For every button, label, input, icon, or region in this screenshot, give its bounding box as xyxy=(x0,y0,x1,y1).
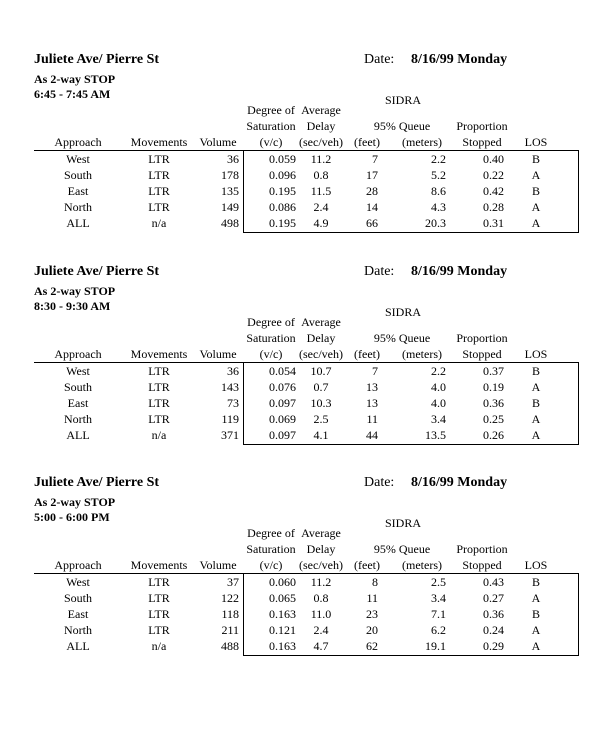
cell-prop: 0.43 xyxy=(483,575,504,589)
los-header: LOS xyxy=(524,347,548,361)
cell-movements: LTR xyxy=(148,364,170,378)
cell-q-feet: 7 xyxy=(372,364,378,378)
cell-approach: East xyxy=(67,607,89,621)
cell-movements: n/a xyxy=(151,639,167,653)
cell-volume: 488 xyxy=(221,639,239,653)
cell-approach: South xyxy=(63,168,92,182)
proportion-header-2: Stopped xyxy=(462,135,502,149)
table-row xyxy=(0,364,600,380)
cell-dos: 0.097 xyxy=(269,396,296,410)
cell-prop: 0.40 xyxy=(483,152,504,166)
delay-header-2: Delay xyxy=(306,119,336,133)
intersection-title: Juliete Ave/ Pierre St xyxy=(34,52,160,67)
cell-los: B xyxy=(531,184,540,198)
cell-volume: 73 xyxy=(227,396,239,410)
intersection-title: Juliete Ave/ Pierre St xyxy=(34,475,160,490)
cell-q-meters: 2.5 xyxy=(431,575,446,589)
movements-header: Movements xyxy=(130,347,188,361)
cell-movements: LTR xyxy=(148,200,170,214)
cell-dos: 0.163 xyxy=(269,607,296,621)
cell-volume: 149 xyxy=(221,200,239,214)
cell-dos: 0.195 xyxy=(269,184,296,198)
cell-prop: 0.24 xyxy=(483,623,504,637)
cell-q-meters: 19.1 xyxy=(425,639,446,653)
cell-delay: 4.7 xyxy=(313,639,329,653)
cell-approach: ALL xyxy=(66,639,90,653)
cell-prop: 0.42 xyxy=(483,184,504,198)
cell-approach: ALL xyxy=(66,216,90,230)
cell-approach: West xyxy=(66,575,90,589)
table-row xyxy=(0,396,600,412)
cell-dos: 0.060 xyxy=(269,575,296,589)
cell-delay: 0.7 xyxy=(313,380,329,394)
queue-header: 95% Queue xyxy=(373,119,431,133)
cell-los: A xyxy=(531,200,541,214)
table-row xyxy=(0,184,600,200)
cell-los: B xyxy=(531,575,540,589)
cell-approach: ALL xyxy=(66,428,90,442)
cell-los: A xyxy=(531,639,541,653)
cell-delay: 2.4 xyxy=(313,623,329,637)
delay-header-2: Delay xyxy=(306,331,336,345)
date-label: Date: xyxy=(364,52,395,67)
cell-dos: 0.195 xyxy=(269,216,296,230)
cell-q-meters: 5.2 xyxy=(431,168,446,182)
cell-volume: 371 xyxy=(221,428,239,442)
cell-delay: 10.7 xyxy=(310,364,332,378)
table-row xyxy=(0,591,600,607)
movements-header: Movements xyxy=(130,558,188,572)
analysis-method: SIDRA xyxy=(385,516,422,530)
table-row xyxy=(0,412,600,428)
queue-meters-header: (meters) xyxy=(402,347,442,361)
los-header: LOS xyxy=(524,558,548,572)
cell-movements: LTR xyxy=(148,591,170,605)
cell-los: A xyxy=(531,216,541,230)
cell-q-feet: 8 xyxy=(372,575,378,589)
cell-dos: 0.065 xyxy=(269,591,296,605)
queue-meters-header: (meters) xyxy=(402,558,442,572)
cell-dos: 0.054 xyxy=(269,364,296,378)
cell-q-meters: 3.4 xyxy=(431,591,446,605)
volume-header: Volume xyxy=(199,558,237,572)
cell-delay: 10.3 xyxy=(310,396,332,410)
proportion-header-1: Proportion xyxy=(456,542,508,556)
volume-header: Volume xyxy=(199,135,237,149)
table-row xyxy=(0,575,600,591)
table-row xyxy=(0,607,600,623)
cell-los: B xyxy=(531,396,540,410)
cell-dos: 0.086 xyxy=(269,200,296,214)
cell-q-meters: 4.0 xyxy=(431,380,446,394)
cell-volume: 211 xyxy=(221,623,239,637)
delay-header-1: Average xyxy=(301,103,341,117)
cell-movements: LTR xyxy=(148,623,170,637)
dos-header-1: Degree of xyxy=(247,103,295,117)
cell-approach: East xyxy=(67,184,89,198)
queue-header: 95% Queue xyxy=(373,542,431,556)
cell-q-feet: 11 xyxy=(366,412,378,426)
cell-volume: 36 xyxy=(227,364,239,378)
cell-movements: LTR xyxy=(148,184,170,198)
cell-delay: 11.5 xyxy=(310,184,332,198)
queue-feet-header: (feet) xyxy=(354,347,380,361)
table-row xyxy=(0,428,600,444)
approach-header: Approach xyxy=(54,347,102,361)
date-label: Date: xyxy=(364,264,395,279)
cell-q-meters: 3.4 xyxy=(431,412,446,426)
cell-prop: 0.36 xyxy=(483,607,504,621)
cell-volume: 178 xyxy=(221,168,239,182)
intersection-section xyxy=(0,264,600,454)
cell-q-meters: 7.1 xyxy=(431,607,446,621)
time-period: 6:45 - 7:45 AM xyxy=(34,87,111,101)
cell-prop: 0.27 xyxy=(483,591,504,605)
volume-header: Volume xyxy=(199,347,237,361)
cell-delay: 4.1 xyxy=(313,428,329,442)
delay-header-3: (sec/veh) xyxy=(299,347,343,361)
cell-movements: LTR xyxy=(148,152,170,166)
table-row xyxy=(0,200,600,216)
intersection-section xyxy=(0,52,600,242)
table-row xyxy=(0,152,600,168)
table-row xyxy=(0,380,600,396)
cell-q-feet: 13 xyxy=(366,380,378,394)
cell-volume: 37 xyxy=(227,575,239,589)
cell-delay: 4.9 xyxy=(313,216,329,230)
cell-approach: South xyxy=(63,591,92,605)
cell-movements: LTR xyxy=(148,380,170,394)
cell-dos: 0.096 xyxy=(269,168,296,182)
intersection-section xyxy=(0,475,600,665)
cell-volume: 135 xyxy=(221,184,239,198)
cell-prop: 0.22 xyxy=(483,168,504,182)
cell-approach: North xyxy=(64,623,92,637)
cell-q-meters: 8.6 xyxy=(431,184,446,198)
cell-movements: LTR xyxy=(148,168,170,182)
cell-q-feet: 17 xyxy=(366,168,378,182)
time-period: 8:30 - 9:30 AM xyxy=(34,299,111,313)
dos-header-1: Degree of xyxy=(247,315,295,329)
delay-header-3: (sec/veh) xyxy=(299,558,343,572)
cell-delay: 0.8 xyxy=(313,591,329,605)
cell-q-meters: 4.0 xyxy=(431,396,446,410)
cell-movements: LTR xyxy=(148,412,170,426)
cell-movements: n/a xyxy=(151,216,167,230)
proportion-header-1: Proportion xyxy=(456,119,508,133)
table-row xyxy=(0,623,600,639)
cell-q-feet: 62 xyxy=(366,639,378,653)
cell-dos: 0.163 xyxy=(269,639,296,653)
cell-q-meters: 6.2 xyxy=(431,623,446,637)
dos-header-2: Saturation xyxy=(246,331,296,345)
cell-approach: North xyxy=(64,412,92,426)
cell-delay: 11.0 xyxy=(310,607,332,621)
cell-prop: 0.28 xyxy=(483,200,504,214)
cell-q-feet: 20 xyxy=(366,623,378,637)
cell-movements: LTR xyxy=(148,575,170,589)
date-value: 8/16/99 Monday xyxy=(411,264,508,279)
intersection-title: Juliete Ave/ Pierre St xyxy=(34,264,160,279)
cell-movements: n/a xyxy=(151,428,167,442)
cell-prop: 0.36 xyxy=(483,396,504,410)
los-header: LOS xyxy=(524,135,548,149)
queue-feet-header: (feet) xyxy=(354,135,380,149)
cell-volume: 36 xyxy=(227,152,239,166)
cell-q-feet: 13 xyxy=(366,396,378,410)
cell-prop: 0.26 xyxy=(483,428,504,442)
cell-los: B xyxy=(531,607,540,621)
cell-q-feet: 44 xyxy=(366,428,378,442)
cell-prop: 0.37 xyxy=(483,364,504,378)
cell-delay: 0.8 xyxy=(313,168,329,182)
queue-meters-header: (meters) xyxy=(402,135,442,149)
cell-los: B xyxy=(531,152,540,166)
cell-q-feet: 7 xyxy=(372,152,378,166)
cell-prop: 0.19 xyxy=(483,380,504,394)
control-type: As 2-way STOP xyxy=(34,495,116,509)
cell-los: A xyxy=(531,380,541,394)
delay-header-3: (sec/veh) xyxy=(299,135,343,149)
approach-header: Approach xyxy=(54,558,102,572)
cell-approach: South xyxy=(63,380,92,394)
cell-los: A xyxy=(531,412,541,426)
cell-dos: 0.069 xyxy=(269,412,296,426)
dos-header-3: (v/c) xyxy=(259,558,283,572)
cell-volume: 122 xyxy=(221,591,239,605)
time-period: 5:00 - 6:00 PM xyxy=(34,510,110,524)
cell-q-meters: 13.5 xyxy=(425,428,446,442)
cell-movements: LTR xyxy=(148,396,170,410)
analysis-method: SIDRA xyxy=(385,305,422,319)
dos-header-3: (v/c) xyxy=(259,347,283,361)
cell-dos: 0.076 xyxy=(269,380,296,394)
cell-q-feet: 66 xyxy=(366,216,378,230)
table-row xyxy=(0,168,600,184)
cell-prop: 0.25 xyxy=(483,412,504,426)
cell-movements: LTR xyxy=(148,607,170,621)
cell-delay: 11.2 xyxy=(310,152,332,166)
cell-approach: East xyxy=(67,396,89,410)
date-label: Date: xyxy=(364,475,395,490)
approach-header: Approach xyxy=(54,135,102,149)
cell-prop: 0.31 xyxy=(483,216,504,230)
table-row xyxy=(0,639,600,655)
cell-q-feet: 11 xyxy=(366,591,378,605)
cell-los: A xyxy=(531,623,541,637)
cell-q-meters: 2.2 xyxy=(431,364,446,378)
dos-header-2: Saturation xyxy=(246,542,296,556)
queue-header: 95% Queue xyxy=(373,331,431,345)
movements-header: Movements xyxy=(130,135,188,149)
cell-delay: 2.5 xyxy=(313,412,329,426)
cell-los: A xyxy=(531,591,541,605)
cell-volume: 498 xyxy=(221,216,239,230)
cell-volume: 119 xyxy=(221,412,239,426)
queue-feet-header: (feet) xyxy=(354,558,380,572)
cell-q-feet: 23 xyxy=(366,607,378,621)
delay-header-2: Delay xyxy=(306,542,336,556)
cell-q-feet: 28 xyxy=(366,184,378,198)
cell-approach: North xyxy=(64,200,92,214)
proportion-header-2: Stopped xyxy=(462,347,502,361)
dos-header-1: Degree of xyxy=(247,526,295,540)
cell-delay: 2.4 xyxy=(313,200,329,214)
cell-los: B xyxy=(531,364,540,378)
cell-approach: West xyxy=(66,364,90,378)
cell-q-meters: 20.3 xyxy=(425,216,446,230)
cell-q-meters: 4.3 xyxy=(431,200,446,214)
delay-header-1: Average xyxy=(301,526,341,540)
cell-q-meters: 2.2 xyxy=(431,152,446,166)
dos-header-2: Saturation xyxy=(246,119,296,133)
proportion-header-1: Proportion xyxy=(456,331,508,345)
delay-header-1: Average xyxy=(301,315,341,329)
cell-los: A xyxy=(531,168,541,182)
cell-dos: 0.097 xyxy=(269,428,296,442)
cell-los: A xyxy=(531,428,541,442)
control-type: As 2-way STOP xyxy=(34,72,116,86)
date-value: 8/16/99 Monday xyxy=(411,52,508,67)
dos-header-3: (v/c) xyxy=(259,135,283,149)
control-type: As 2-way STOP xyxy=(34,284,116,298)
proportion-header-2: Stopped xyxy=(462,558,502,572)
cell-q-feet: 14 xyxy=(366,200,378,214)
cell-approach: West xyxy=(66,152,90,166)
cell-dos: 0.121 xyxy=(269,623,296,637)
cell-volume: 143 xyxy=(221,380,239,394)
analysis-method: SIDRA xyxy=(385,93,422,107)
table-row xyxy=(0,216,600,232)
cell-prop: 0.29 xyxy=(483,639,504,653)
cell-volume: 118 xyxy=(221,607,239,621)
cell-dos: 0.059 xyxy=(269,152,296,166)
cell-delay: 11.2 xyxy=(310,575,332,589)
date-value: 8/16/99 Monday xyxy=(411,475,508,490)
